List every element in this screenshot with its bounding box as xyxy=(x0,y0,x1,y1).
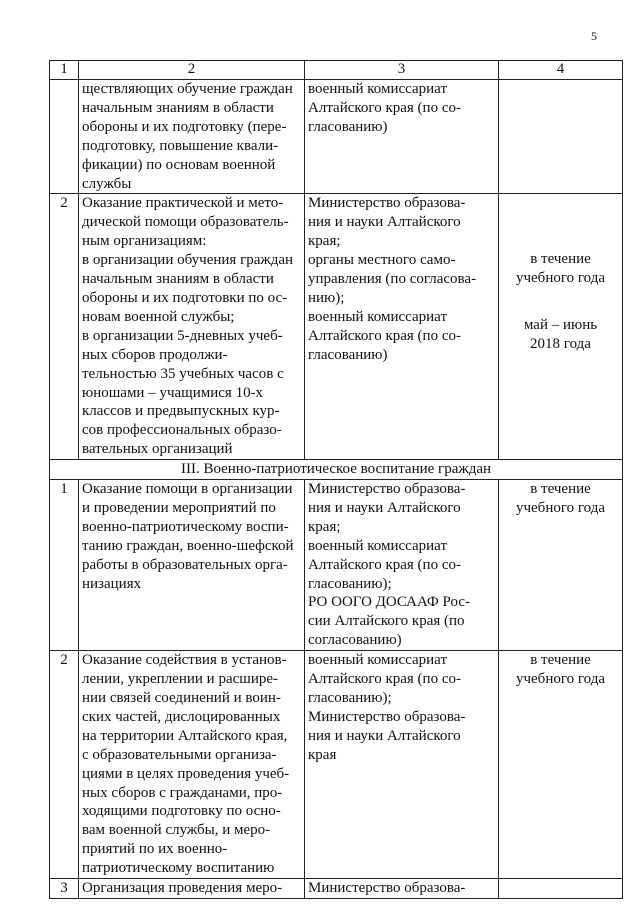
text-line: ходящими подготовку по осно- xyxy=(82,803,281,820)
text-line: Министерство образова- xyxy=(308,708,466,725)
text-line: подготовку, повышение квали- xyxy=(82,137,279,154)
text-line: в течение xyxy=(530,251,591,268)
text-line: начальным знаниям в области xyxy=(82,99,274,116)
text-line: работы в образовательных орга- xyxy=(82,556,288,573)
measure-text xyxy=(79,80,305,194)
text-line: Алтайского края (по со- xyxy=(308,556,461,573)
text-line: новам военной службы; xyxy=(82,308,235,325)
text-line: Министерство образова- xyxy=(308,880,466,897)
text-line: лении, укреплении и расшире- xyxy=(82,671,278,688)
text-line: тельностью 35 учебных часов с xyxy=(82,365,284,382)
row-number: 3 xyxy=(50,879,79,899)
text-line: ных сборов продолжи- xyxy=(82,346,228,363)
text-line: ществляющих обучение граждан xyxy=(82,81,293,97)
text-line: вательных организаций xyxy=(82,441,233,458)
text-line: учебного года xyxy=(515,270,606,287)
term-text xyxy=(499,651,623,879)
table-row xyxy=(50,480,623,651)
term-text xyxy=(499,80,623,194)
text-line: Оказание помощи в организации xyxy=(82,481,293,498)
text-line: гласованию) xyxy=(308,346,388,363)
text-line: классов и предвыпускных кур- xyxy=(82,403,280,420)
text-line: ских частей, дислоцированных xyxy=(82,708,281,725)
text-line: Министерство образова- xyxy=(308,195,466,212)
text-line: в течение xyxy=(530,481,591,498)
measure-text xyxy=(79,651,305,879)
text-line: сов профессиональных образо- xyxy=(82,422,282,439)
text-line: ным организациям: xyxy=(82,233,207,250)
text-line: военный комиссариат xyxy=(308,308,447,325)
text-line: Оказание практической и мето- xyxy=(82,195,284,212)
term-text xyxy=(499,879,623,899)
row-number: 2 xyxy=(50,651,79,879)
responsible-text xyxy=(305,80,499,194)
text-line: вам военной службы, и меро- xyxy=(82,822,271,839)
text-line: учебного года xyxy=(515,499,606,516)
row-number: 1 xyxy=(50,480,79,651)
text-line: Алтайского края (по со- xyxy=(308,671,461,688)
responsible-text xyxy=(305,480,499,651)
text-line: Алтайского края (по со- xyxy=(308,327,461,344)
row-number xyxy=(50,80,79,194)
section-heading: III. Военно-патриотическое воспитание граждан xyxy=(50,460,623,480)
table-row xyxy=(50,651,623,879)
text-line: дической помощи образователь- xyxy=(82,214,289,231)
text-line: 2018 года xyxy=(530,336,591,353)
header-col-2: 2 xyxy=(79,61,305,80)
responsible-text xyxy=(305,651,499,879)
measure-text xyxy=(79,879,305,899)
table-header-row xyxy=(50,61,623,80)
text-line: патриотическому воспитанию xyxy=(82,860,275,877)
text-line: Оказание содействия в установ- xyxy=(82,652,287,669)
text-line: начальным знаниям в области xyxy=(82,271,274,288)
text-line: в течение xyxy=(530,652,591,669)
text-line: учебного года xyxy=(515,671,606,688)
text-line: с образовательными организа- xyxy=(82,746,277,763)
row-number: 2 xyxy=(50,194,79,460)
text-line: ния и науки Алтайского xyxy=(308,499,461,516)
table-row xyxy=(50,879,623,899)
text-line: управления (по согласова- xyxy=(308,271,477,288)
text-line: нию); xyxy=(308,289,345,306)
text-line: военно-патриотическому воспи- xyxy=(82,518,289,535)
header-col-3: 3 xyxy=(305,61,499,80)
text-line: фикации) по основам военной xyxy=(82,156,276,173)
text-line: обороны и их подготовки по ос- xyxy=(82,289,288,306)
text-line: май – июнь xyxy=(523,317,598,334)
text-line: гласованию); xyxy=(308,575,392,592)
text-line: сии Алтайского края (по xyxy=(308,613,465,630)
text-line: обороны и их подготовку (пере- xyxy=(82,118,287,135)
text-line: нии связей соединений и воин- xyxy=(82,690,281,706)
text-line: гласованию); xyxy=(308,690,392,706)
text-line: органы местного само- xyxy=(308,252,456,269)
text-line: края; xyxy=(308,233,341,250)
page-number: 5 xyxy=(591,29,597,43)
text-line: ния и науки Алтайского xyxy=(308,727,461,744)
text-line: военный комиссариат xyxy=(308,81,447,97)
text-line: приятий по их военно- xyxy=(82,841,228,858)
text-line: края xyxy=(308,746,337,763)
table-row xyxy=(50,194,623,460)
responsible-text xyxy=(305,194,499,460)
text-line: Министерство образова- xyxy=(308,481,466,498)
text-line: в организации обучения граждан xyxy=(82,252,294,269)
text-line: ния и науки Алтайского xyxy=(308,214,461,231)
header-col-1: 1 xyxy=(50,61,79,80)
text-line: Организация проведения меро- xyxy=(82,880,283,897)
text-line: на территории Алтайского края, xyxy=(82,727,288,744)
measure-text xyxy=(79,480,305,651)
text-line: РО ООГО ДОСААФ Рос- xyxy=(308,594,470,611)
text-line: края; xyxy=(308,518,341,535)
plan-table xyxy=(49,60,623,899)
text-line: военный комиссариат xyxy=(308,537,447,554)
text-line: согласованию) xyxy=(308,632,402,649)
text-line: танию граждан, военно-шефской xyxy=(82,537,294,554)
text-line: Алтайского края (по со- xyxy=(308,99,461,116)
text-line: юношами – учащимися 10-х xyxy=(82,384,264,401)
term-text xyxy=(499,194,623,460)
section-heading-row xyxy=(50,460,623,480)
text-line: ных сборов с гражданами, про- xyxy=(82,784,283,801)
table-row xyxy=(50,80,623,194)
measure-text xyxy=(79,194,305,460)
text-line: гласованию) xyxy=(308,118,388,135)
text-line: в организации 5-дневных учеб- xyxy=(82,327,283,344)
header-col-4: 4 xyxy=(499,61,623,80)
text-line: низациях xyxy=(82,575,142,592)
text-line: циями в целях проведения учеб- xyxy=(82,765,290,782)
text-line: военный комиссариат xyxy=(308,652,447,669)
term-text xyxy=(499,480,623,651)
text-line: и проведении мероприятий по xyxy=(82,499,276,516)
responsible-text xyxy=(305,879,499,899)
text-line: службы xyxy=(82,175,132,192)
